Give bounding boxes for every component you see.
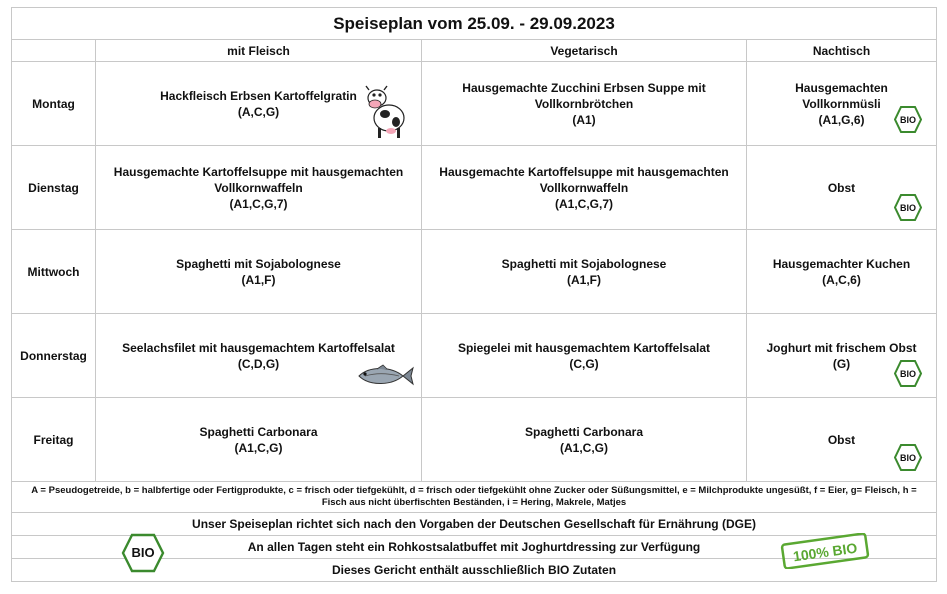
meal-vegetarisch bbox=[422, 62, 747, 146]
day-label: Freitag bbox=[12, 398, 96, 482]
allergen-codes: (A,C,6) bbox=[822, 272, 861, 287]
allergen-codes: (C,D,G) bbox=[237, 356, 280, 371]
cow-icon bbox=[363, 84, 409, 140]
bio-hexagon-icon bbox=[894, 194, 922, 221]
bio-label: BIO bbox=[899, 203, 917, 213]
table-row bbox=[12, 398, 937, 482]
day-label: Donnerstag bbox=[12, 314, 96, 398]
header-vegetarisch: Vegetarisch bbox=[422, 40, 747, 62]
meal-text: Hausgemachte Kartoffelsuppe mit hausgemachten bbox=[113, 164, 404, 179]
table-row bbox=[12, 230, 937, 314]
header-fleisch: mit Fleisch bbox=[96, 40, 422, 62]
meal-vegetarisch bbox=[422, 398, 747, 482]
table-row bbox=[12, 314, 937, 398]
meal-vegetarisch bbox=[422, 314, 747, 398]
allergen-codes: (C,G) bbox=[569, 356, 599, 371]
bio-hexagon-icon bbox=[894, 444, 922, 471]
bio-stamp-icon bbox=[779, 533, 871, 569]
allergen-legend: A = Pseudogetreide, b = halbfertige oder Fertigprodukte, c = frisch oder tiefgekühlt, d = frisch oder tiefgekühlt ohne Zucker oder Süßungsmittel, e = Milchprodukte ungesüßt, f = Eier, g= Fleisch, h = Fisch aus nicht überfischten Beständen, i = Hering, Makrele, Matjes bbox=[12, 482, 937, 513]
menu-table bbox=[11, 7, 937, 582]
meal-text: Hackfleisch Erbsen Kartoffelgratin bbox=[160, 88, 357, 103]
meal-text: Obst bbox=[827, 180, 856, 195]
meal-text: Hausgemachte Kartoffelsuppe mit hausgemachten bbox=[439, 164, 729, 179]
allergen-codes: (A1,C,G) bbox=[560, 440, 608, 455]
meal-nachtisch bbox=[747, 398, 937, 482]
meal-fleisch bbox=[96, 62, 422, 146]
bio-hexagon-icon bbox=[894, 360, 922, 387]
meal-text: Spaghetti mit Sojabolognese bbox=[176, 256, 341, 271]
meal-text: Vollkornwaffeln bbox=[539, 180, 629, 195]
meal-text: Hausgemachte Zucchini Erbsen Suppe mit bbox=[462, 80, 706, 95]
meal-fleisch bbox=[96, 398, 422, 482]
allergen-codes: (A1,C,G,7) bbox=[554, 196, 613, 211]
allergen-codes: (G) bbox=[832, 356, 851, 371]
meal-text: Spaghetti Carbonara bbox=[199, 424, 318, 439]
header-nachtisch: Nachtisch bbox=[747, 40, 937, 62]
meal-nachtisch bbox=[747, 230, 937, 314]
header-empty bbox=[12, 40, 96, 62]
meal-text: Spiegelei mit hausgemachtem Kartoffelsalat bbox=[457, 340, 711, 355]
meal-fleisch bbox=[96, 230, 422, 314]
meal-fleisch bbox=[96, 146, 422, 230]
bio-label: BIO bbox=[899, 369, 917, 379]
day-label: Mittwoch bbox=[12, 230, 96, 314]
meal-fleisch bbox=[96, 314, 422, 398]
allergen-codes: (A1,C,G) bbox=[234, 440, 283, 455]
meal-text: Hausgemachten bbox=[795, 80, 888, 95]
buffet-note-text: An allen Tagen steht ein Rohkostsalatbuffet mit Joghurtdressing zur Verfügung bbox=[247, 540, 701, 554]
meal-text: Vollkornmüsli bbox=[802, 96, 881, 111]
allergen-codes: (A1,F) bbox=[567, 272, 601, 287]
menu-sheet bbox=[11, 7, 936, 582]
meal-nachtisch bbox=[747, 314, 937, 398]
day-label: Dienstag bbox=[12, 146, 96, 230]
day-label: Montag bbox=[12, 62, 96, 146]
bio-note: Dieses Gericht enthält ausschließlich BIO Zutaten bbox=[12, 559, 937, 582]
meal-vegetarisch bbox=[422, 146, 747, 230]
meal-text: Hausgemachter Kuchen bbox=[772, 256, 911, 271]
allergen-codes: (A1,F) bbox=[241, 272, 276, 287]
dge-note: Unser Speiseplan richtet sich nach den Vorgaben der Deutschen Gesellschaft für Ernährung (DGE) bbox=[12, 513, 937, 536]
meal-text: Seelachsfilet mit hausgemachtem Kartoffelsalat bbox=[122, 340, 395, 355]
allergen-codes: (A,C,G) bbox=[237, 104, 280, 119]
bio-hexagon-icon bbox=[121, 533, 165, 573]
bio-hexagon-icon bbox=[894, 106, 922, 133]
meal-vegetarisch bbox=[422, 230, 747, 314]
fish-icon bbox=[355, 364, 415, 388]
bio-label: BIO bbox=[131, 545, 155, 560]
meal-text: Spaghetti mit Sojabolognese bbox=[501, 256, 667, 271]
bio-label: BIO bbox=[899, 453, 917, 463]
meal-nachtisch bbox=[747, 146, 937, 230]
meal-text: Joghurt mit frischem Obst bbox=[766, 340, 917, 355]
allergen-codes: (A1) bbox=[572, 112, 596, 127]
meal-nachtisch bbox=[747, 62, 937, 146]
bio-label: BIO bbox=[899, 115, 917, 125]
allergen-codes: (A1,G,6) bbox=[818, 112, 865, 127]
allergen-codes: (A1,C,G,7) bbox=[229, 196, 288, 211]
table-row bbox=[12, 146, 937, 230]
page-title: Speiseplan vom 25.09. - 29.09.2023 bbox=[12, 8, 937, 40]
meal-text: Spaghetti Carbonara bbox=[524, 424, 644, 439]
meal-text: Obst bbox=[827, 432, 856, 447]
table-row bbox=[12, 62, 937, 146]
bio-stamp-label: 100% BIO bbox=[792, 539, 859, 565]
meal-text: Vollkornwaffeln bbox=[214, 180, 303, 195]
meal-text: Vollkornbrötchen bbox=[534, 96, 634, 111]
